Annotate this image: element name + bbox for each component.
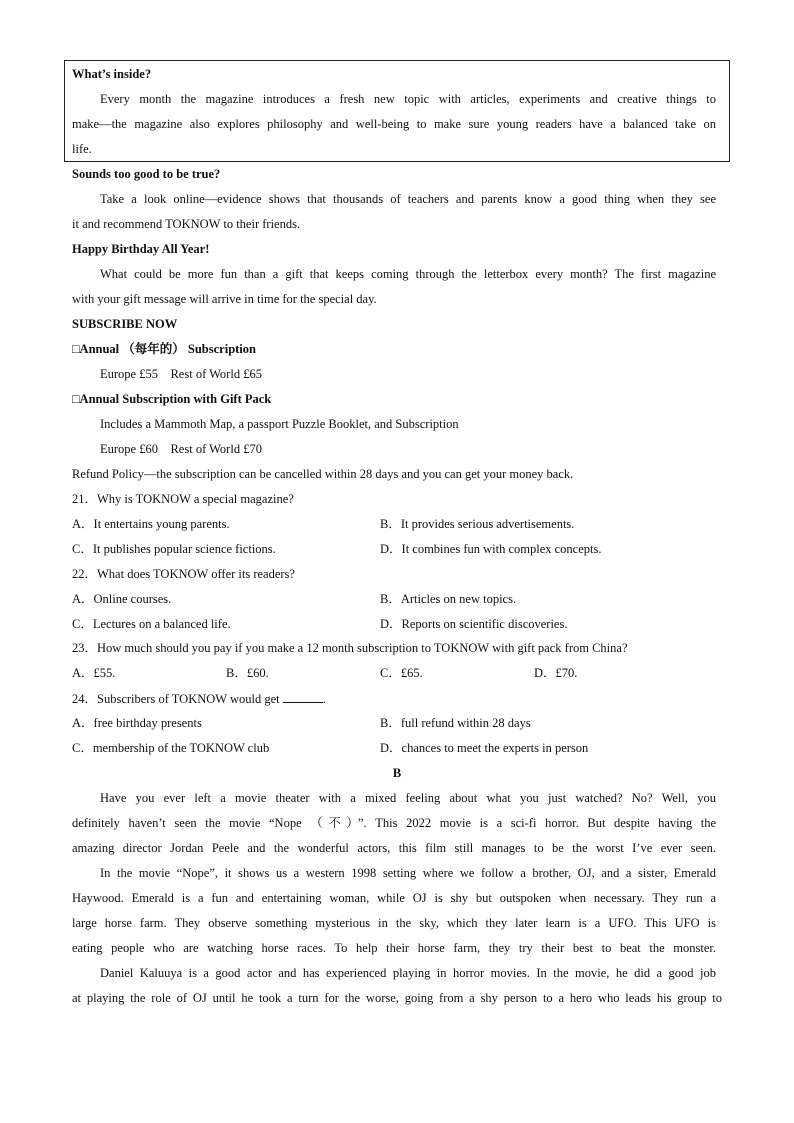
q23-option-c: C．£65.: [380, 666, 423, 680]
question-24: [72, 690, 326, 707]
q22-option-a: A．Online courses.: [72, 592, 172, 606]
passage-b-line-4: In the movie “Nope”, it shows us a western 1998 setting where we follow a brother, OJ, and a sister, Emerald: [100, 866, 716, 880]
gift-pack-includes: Includes a Mammoth Map, a passport Puzzle Booklet, and Subscription: [100, 417, 459, 431]
q24-option-b: B．full refund within 28 days: [380, 716, 531, 730]
annual-price: Europe £55 Rest of World £65: [100, 367, 262, 381]
question-24-stem: 24．Subscribers of TOKNOW would get: [72, 692, 280, 706]
question-22: 22．What does TOKNOW offer its readers?: [72, 567, 295, 581]
question-23: 23．How much should you pay if you make a 12 month subscription to TOKNOW with gift pack from China?: [72, 641, 628, 655]
passage-b-label: B: [392, 766, 402, 780]
q24-option-c: C．membership of the TOKNOW club: [72, 741, 270, 755]
q21-option-c: C．It publishes popular science fictions.: [72, 542, 276, 556]
whats-inside-line-3: life.: [72, 142, 92, 156]
q21-option-d: D．It combines fun with complex concepts.: [380, 542, 602, 556]
q21-option-b: B．It provides serious advertisements.: [380, 517, 575, 531]
passage-b-line-1: Have you ever left a movie theater with a mixed feeling about what you just watched? No? Well, you: [100, 791, 716, 805]
whats-inside-line-2: make—the magazine also explores philosophy and well-being to make sure young readers have a balanced take on: [72, 117, 716, 131]
passage-b-line-2: definitely haven’t seen the movie “Nope （不）”. This 2022 movie is a sci-fi horror. But despite having the: [72, 816, 716, 830]
passage-b-line-6: large horse farm. They observe something mysterious in the sky, which they later learn is a UFO. This UFO is: [72, 916, 716, 930]
too-good-line-1: Take a look online—evidence shows that thousands of teachers and parents know a good thing when they see: [100, 192, 716, 206]
answer-blank: [283, 690, 323, 703]
passage-b-line-8: Daniel Kaluuya is a good actor and has experienced playing in horror movies. In the movie, he did a good job: [100, 966, 716, 980]
birthday-line-1: What could be more fun than a gift that keeps coming through the letterbox every month? The first magazine: [100, 267, 716, 281]
birthday-heading: Happy Birthday All Year!: [72, 242, 210, 256]
question-24-stem-end: .: [322, 692, 326, 706]
refund-policy: Refund Policy—the subscription can be cancelled within 28 days and you can get your money back.: [72, 467, 574, 481]
subscribe-heading: SUBSCRIBE NOW: [72, 317, 178, 331]
passage-b-line-7: eating people who are watching horse races. To help their horse farm, they try their best to beat the monster.: [72, 941, 716, 955]
q23-option-d: D．£70.: [534, 666, 578, 680]
question-21: 21．Why is TOKNOW a special magazine?: [72, 492, 294, 506]
whats-inside-heading: What’s inside?: [72, 67, 152, 81]
q24-option-d: D．chances to meet the experts in person: [380, 741, 589, 755]
annual-subscription-option: □Annual （每年的） Subscription: [72, 342, 256, 356]
q21-option-a: A．It entertains young parents.: [72, 517, 230, 531]
too-good-line-2: it and recommend TOKNOW to their friends.: [72, 217, 301, 231]
q22-option-b: B．Articles on new topics.: [380, 592, 517, 606]
passage-b-line-3: amazing director Jordan Peele and the wonderful actors, this film still manages to be the worst I’ve ever seen.: [72, 841, 716, 855]
q22-option-c: C．Lectures on a balanced life.: [72, 617, 231, 631]
birthday-line-2: with your gift message will arrive in time for the special day.: [72, 292, 377, 306]
gift-pack-option: □Annual Subscription with Gift Pack: [72, 392, 272, 406]
q23-option-a: A．£55.: [72, 666, 116, 680]
q24-option-a: A．free birthday presents: [72, 716, 202, 730]
gift-pack-price: Europe £60 Rest of World £70: [100, 442, 262, 456]
whats-inside-box: [64, 60, 730, 162]
whats-inside-line-1: Every month the magazine introduces a fresh new topic with articles, experiments and creative things to: [100, 92, 716, 106]
passage-b-line-9: at playing the role of OJ until he took a turn for the worse, going from a shy person to a hero who leads his group to: [72, 991, 722, 1005]
q22-option-d: D．Reports on scientific discoveries.: [380, 617, 568, 631]
passage-b-line-5: Haywood. Emerald is a fun and entertaining woman, while OJ is shy but outspoken when necessary. They run a: [72, 891, 716, 905]
q23-option-b: B．£60.: [226, 666, 269, 680]
too-good-heading: Sounds too good to be true?: [72, 167, 221, 181]
